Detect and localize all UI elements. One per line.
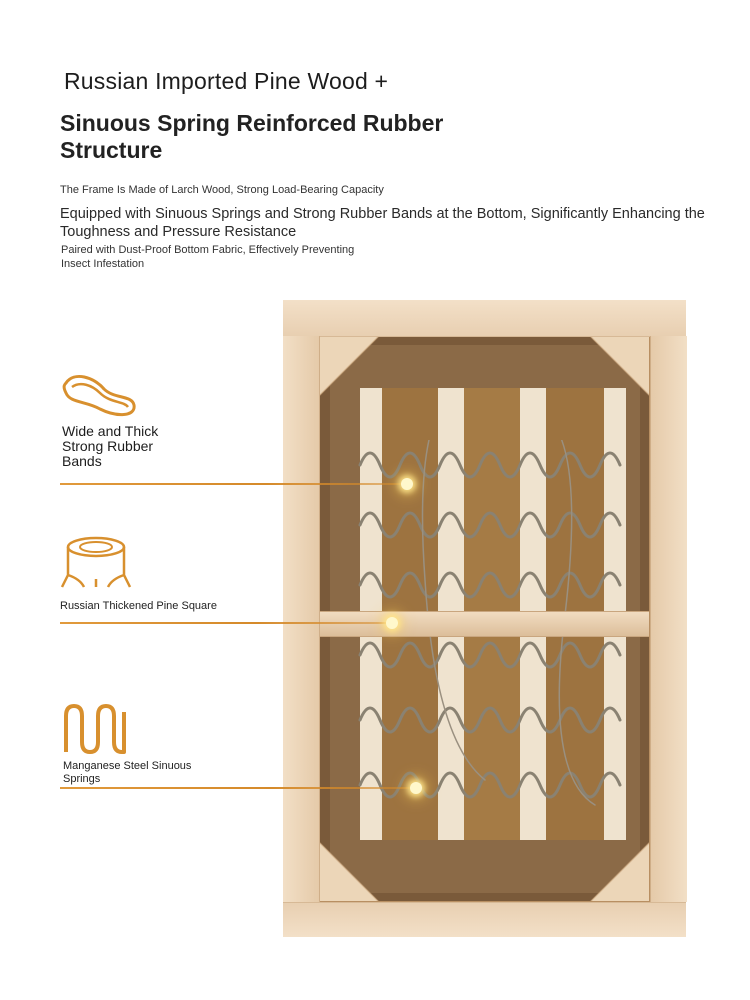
rubber-band-icon xyxy=(60,373,140,419)
springs-description-line-1: Equipped with Sinuous Springs and Strong Rubber Bands at the Bottom, Significantly Enhancing the xyxy=(60,206,705,222)
callout-springs-leader xyxy=(60,787,415,789)
callout-springs-dot xyxy=(410,782,422,794)
callout-pine-square-leader xyxy=(60,622,390,624)
corner-braces xyxy=(319,336,650,902)
frame-right-stile xyxy=(650,336,687,902)
zigzag-spring-icon xyxy=(62,704,128,754)
frame-bottom-rail xyxy=(283,902,686,937)
callout-rubber-bands-dot xyxy=(401,478,413,490)
frame-left-stile xyxy=(283,336,320,902)
headline-line-2: Sinuous Spring Reinforced Rubber Structure xyxy=(60,110,444,163)
wood-stump-icon xyxy=(60,535,132,591)
fabric-description: Paired with Dust-Proof Bottom Fabric, Effectively Preventing Insect Infestation xyxy=(61,244,355,270)
callout-rubber-bands-leader xyxy=(60,483,405,485)
callout-pine-square-label: Russian Thickened Pine Square xyxy=(60,600,217,612)
springs-description-line-2: Toughness and Pressure Resistance xyxy=(60,224,297,240)
callout-springs-label: Manganese Steel Sinuous Springs xyxy=(63,760,192,785)
headline-line-1: Russian Imported Pine Wood + xyxy=(64,68,389,94)
frame-description: The Frame Is Made of Larch Wood, Strong Load-Bearing Capacity xyxy=(60,184,384,196)
callout-pine-square-dot xyxy=(386,617,398,629)
frame-top-rail xyxy=(283,300,686,337)
callout-rubber-bands-label: Wide and Thick Strong Rubber Bands xyxy=(62,423,159,469)
